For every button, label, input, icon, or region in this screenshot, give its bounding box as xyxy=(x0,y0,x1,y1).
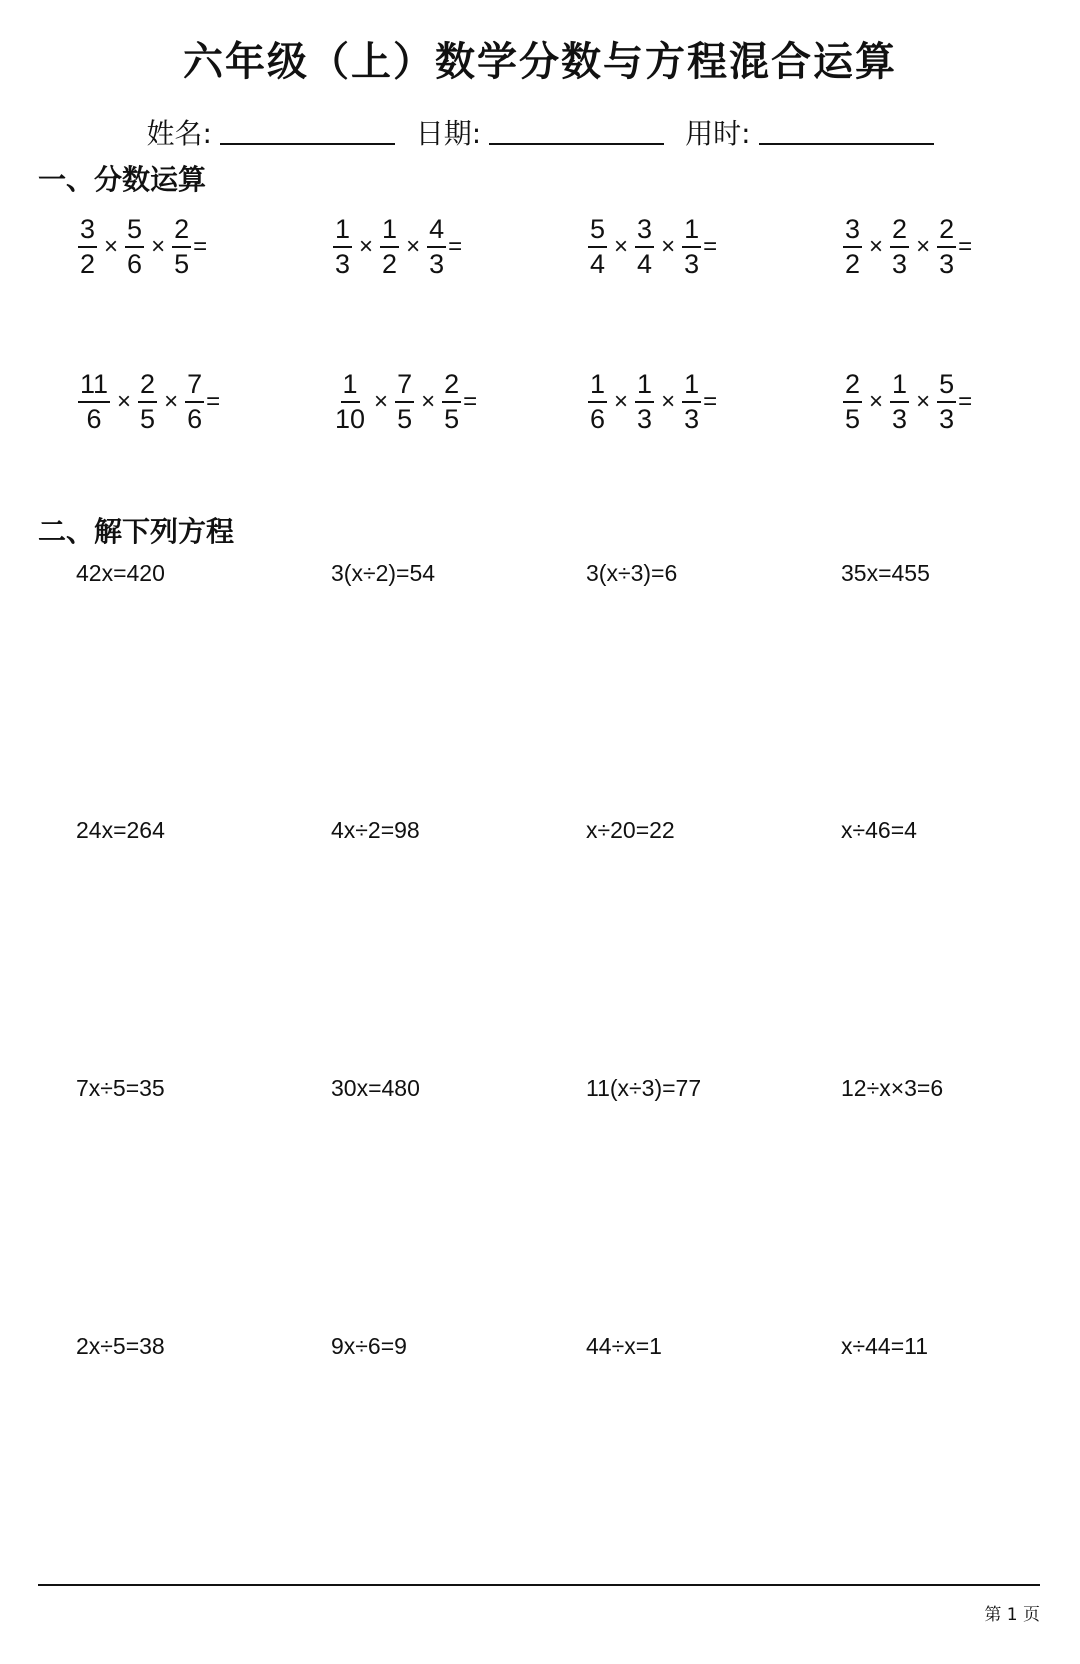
times-sign: × xyxy=(104,233,119,260)
fraction xyxy=(78,216,97,278)
denominator: 3 xyxy=(684,249,700,279)
numerator: 1 xyxy=(341,371,360,403)
times-sign: × xyxy=(916,388,931,415)
equation-problem: 3(x÷2)=54 xyxy=(331,560,436,586)
denominator: 5 xyxy=(397,404,413,434)
equals-sign: = xyxy=(703,233,718,260)
fraction-problem xyxy=(841,216,972,278)
equation-problem: 3(x÷3)=6 xyxy=(586,560,678,586)
section-fraction-title: 一、分数运算 xyxy=(38,163,207,196)
numerator: 4 xyxy=(427,216,446,248)
denominator: 4 xyxy=(637,249,653,279)
numerator: 2 xyxy=(890,216,909,248)
fraction xyxy=(843,371,862,433)
page-number: 第 1 页 xyxy=(984,1605,1040,1625)
fraction-row xyxy=(76,371,1076,526)
numerator: 2 xyxy=(172,216,191,248)
numerator: 2 xyxy=(937,216,956,248)
denominator: 3 xyxy=(892,249,908,279)
fraction xyxy=(185,371,204,433)
time-field[interactable] xyxy=(685,112,933,152)
fraction xyxy=(588,371,607,433)
numerator: 1 xyxy=(380,216,399,248)
denominator: 2 xyxy=(382,249,398,279)
name-label: 姓名: xyxy=(146,117,212,150)
equation-problem: x÷44=11 xyxy=(841,1333,929,1359)
equals-sign: = xyxy=(463,388,478,415)
name-blank-line xyxy=(220,117,395,145)
numerator: 1 xyxy=(333,216,352,248)
fraction-problem xyxy=(76,371,220,433)
numerator: 2 xyxy=(843,371,862,403)
section-equation-title: 二、解下列方程 xyxy=(38,515,235,548)
denominator: 5 xyxy=(845,404,861,434)
denominator: 2 xyxy=(845,249,861,279)
denominator: 6 xyxy=(127,249,143,279)
numerator: 1 xyxy=(588,371,607,403)
times-sign: × xyxy=(614,233,629,260)
fraction-row xyxy=(76,216,1076,371)
denominator: 3 xyxy=(637,404,653,434)
numerator: 1 xyxy=(682,216,701,248)
denominator: 10 xyxy=(335,404,366,434)
fraction xyxy=(333,216,352,278)
fraction xyxy=(172,216,191,278)
numerator: 2 xyxy=(442,371,461,403)
times-sign: × xyxy=(421,388,436,415)
fraction xyxy=(333,371,367,433)
page-title: 六年级（上）数学分数与方程混合运算 xyxy=(183,39,897,85)
equals-sign: = xyxy=(448,233,463,260)
fraction xyxy=(380,216,399,278)
denominator: 5 xyxy=(174,249,190,279)
numerator: 1 xyxy=(635,371,654,403)
equation-problem: 44÷x=1 xyxy=(586,1333,662,1359)
numerator: 7 xyxy=(185,371,204,403)
times-sign: × xyxy=(374,388,389,415)
fraction-problem xyxy=(586,216,717,278)
time-blank-line xyxy=(759,117,934,145)
numerator: 3 xyxy=(635,216,654,248)
numerator: 7 xyxy=(395,371,414,403)
name-field[interactable] xyxy=(146,112,394,152)
equals-sign: = xyxy=(703,388,718,415)
times-sign: × xyxy=(661,233,676,260)
fraction xyxy=(890,216,909,278)
numerator: 3 xyxy=(843,216,862,248)
denominator: 6 xyxy=(590,404,606,434)
fraction-problems xyxy=(76,216,1076,526)
footer-divider xyxy=(38,1584,1040,1586)
equation-problem: x÷20=22 xyxy=(586,817,675,843)
fraction xyxy=(395,371,414,433)
fraction xyxy=(588,216,607,278)
denominator: 5 xyxy=(444,404,460,434)
fraction-problem xyxy=(586,371,717,433)
equation-problem: 24x=264 xyxy=(76,817,165,843)
fraction xyxy=(890,371,909,433)
numerator: 11 xyxy=(78,371,110,403)
numerator: 1 xyxy=(890,371,909,403)
fraction xyxy=(843,216,862,278)
time-label: 用时: xyxy=(685,117,751,150)
numerator: 5 xyxy=(588,216,607,248)
denominator: 3 xyxy=(939,249,955,279)
times-sign: × xyxy=(151,233,166,260)
denominator: 3 xyxy=(429,249,445,279)
denominator: 3 xyxy=(335,249,351,279)
fraction xyxy=(442,371,461,433)
date-field[interactable] xyxy=(416,112,664,152)
times-sign: × xyxy=(869,388,884,415)
fraction-problem xyxy=(841,371,972,433)
fraction xyxy=(937,216,956,278)
denominator: 3 xyxy=(892,404,908,434)
fraction xyxy=(635,216,654,278)
times-sign: × xyxy=(117,388,132,415)
fraction xyxy=(78,371,110,433)
equation-problem: 4x÷2=98 xyxy=(331,817,420,843)
numerator: 1 xyxy=(682,371,701,403)
numerator: 3 xyxy=(78,216,97,248)
date-blank-line xyxy=(489,117,664,145)
numerator: 5 xyxy=(937,371,956,403)
fraction xyxy=(125,216,144,278)
times-sign: × xyxy=(661,388,676,415)
fraction-problem xyxy=(331,371,477,433)
numerator: 5 xyxy=(125,216,144,248)
denominator: 3 xyxy=(684,404,700,434)
times-sign: × xyxy=(406,233,421,260)
student-info-row xyxy=(0,112,1080,152)
times-sign: × xyxy=(869,233,884,260)
fraction-problem xyxy=(331,216,462,278)
numerator: 2 xyxy=(138,371,157,403)
times-sign: × xyxy=(916,233,931,260)
fraction xyxy=(138,371,157,433)
equals-sign: = xyxy=(206,388,221,415)
fraction xyxy=(937,371,956,433)
denominator: 6 xyxy=(187,404,203,434)
equation-problem: x÷46=4 xyxy=(841,817,917,843)
fraction xyxy=(682,371,701,433)
denominator: 2 xyxy=(80,249,96,279)
equation-problem: 35x=455 xyxy=(841,560,930,586)
fraction xyxy=(427,216,446,278)
times-sign: × xyxy=(359,233,374,260)
denominator: 4 xyxy=(590,249,606,279)
denominator: 5 xyxy=(140,404,156,434)
equation-problem: 12÷x×3=6 xyxy=(841,1075,944,1101)
equals-sign: = xyxy=(193,233,208,260)
equation-problem: 9x÷6=9 xyxy=(331,1333,407,1359)
times-sign: × xyxy=(164,388,179,415)
equation-problem: 2x÷5=38 xyxy=(76,1333,165,1359)
denominator: 3 xyxy=(939,404,955,434)
denominator: 6 xyxy=(86,404,102,434)
fraction xyxy=(635,371,654,433)
equation-problem: 7x÷5=35 xyxy=(76,1075,165,1101)
fraction xyxy=(682,216,701,278)
equation-problem: 42x=420 xyxy=(76,560,165,586)
times-sign: × xyxy=(614,388,629,415)
equation-problem: 11(x÷3)=77 xyxy=(586,1075,702,1101)
equals-sign: = xyxy=(958,233,973,260)
date-label: 日期: xyxy=(415,117,482,150)
equation-problem: 30x=480 xyxy=(331,1075,420,1101)
equals-sign: = xyxy=(958,388,973,415)
fraction-problem xyxy=(76,216,207,278)
